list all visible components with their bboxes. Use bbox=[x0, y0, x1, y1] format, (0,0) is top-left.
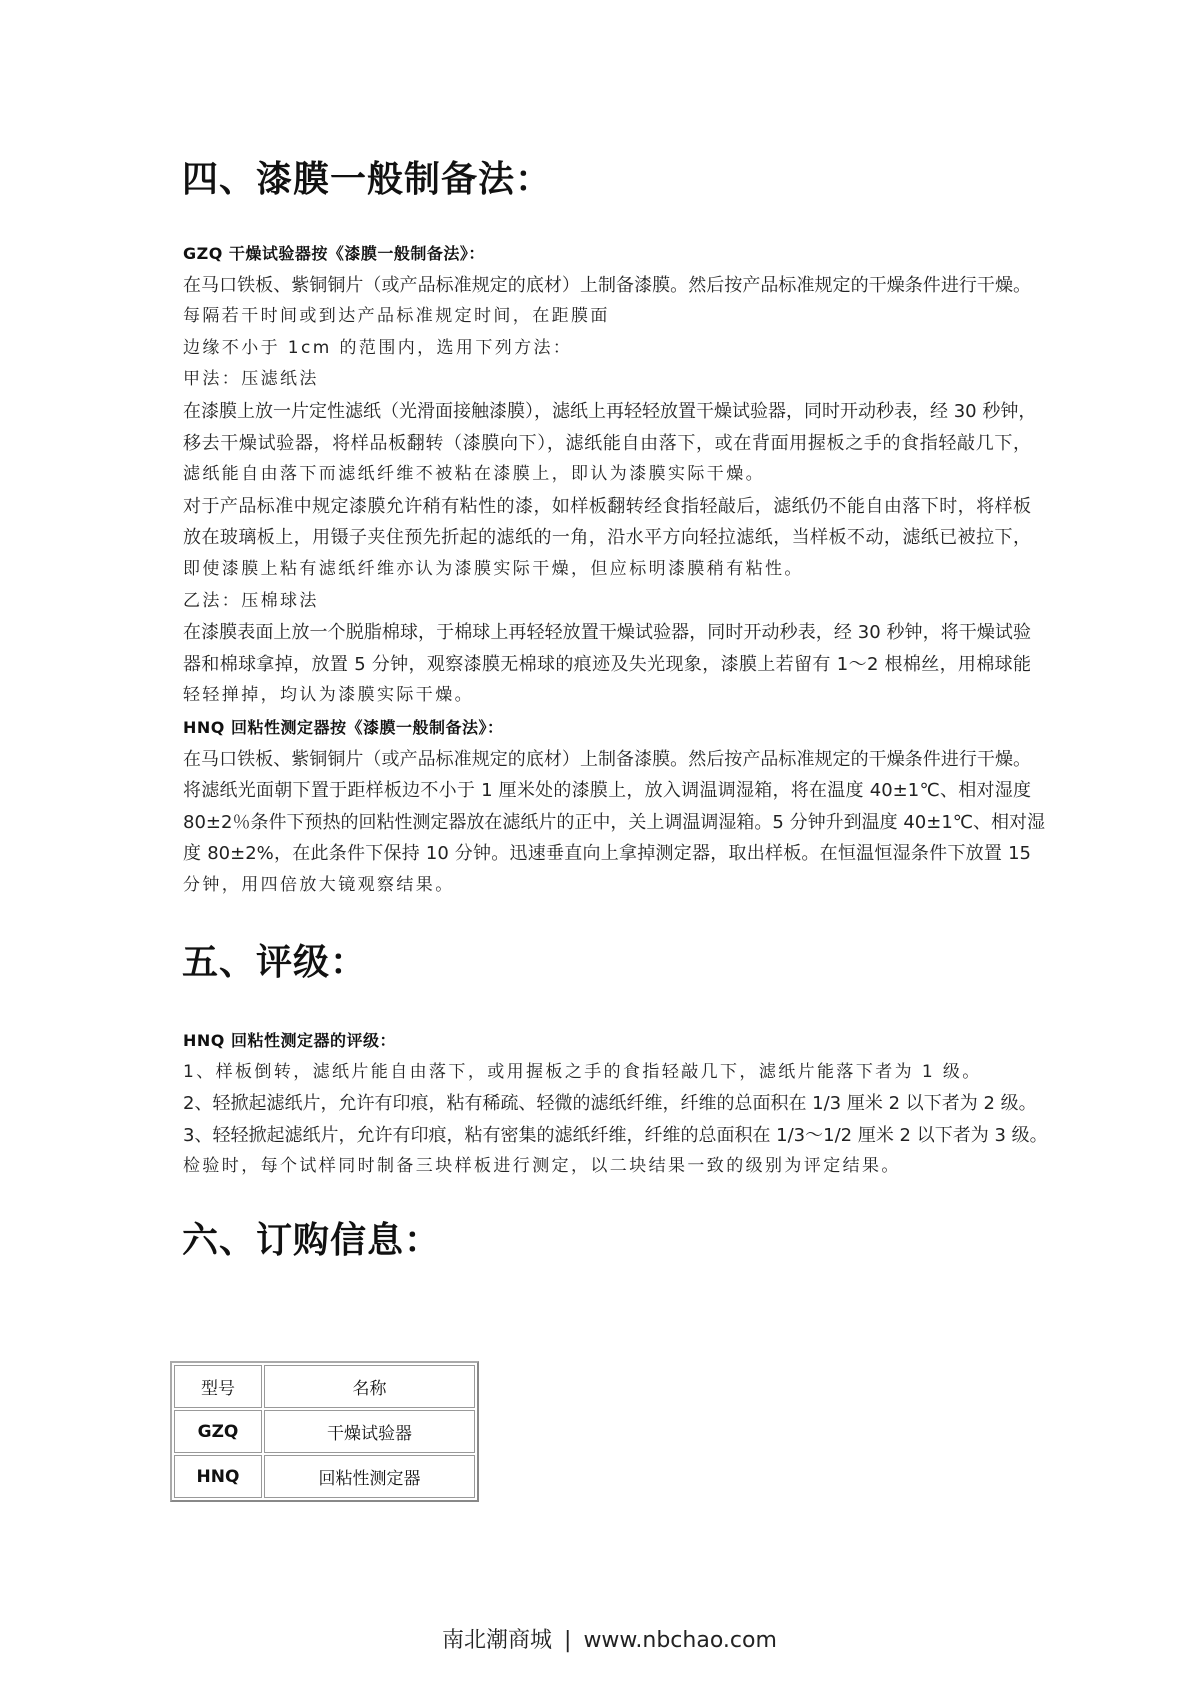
text-line: 在马口铁板、紫铜铜片（或产品标准规定的底材）上制备漆膜。然后按产品标准规定的干燥条件进行干燥。 bbox=[183, 748, 1031, 770]
text-line: 在漆膜表面上放一个脱脂棉球，于棉球上再轻轻放置干燥试验器，同时开动秒表，经 30 秒钟，将干燥试验 bbox=[183, 622, 1031, 644]
footer-separator: | bbox=[564, 1628, 572, 1653]
text-line: 放在玻璃板上，用镊子夹住预先折起的滤纸的一角，沿水平方向轻拉滤纸，当样板不动，滤纸已被拉下， bbox=[183, 527, 1031, 549]
text-line: 器和棉球拿掉，放置 5 分钟，观察漆膜无棉球的痕迹及失光现象，漆膜上若留有 1～2 根棉丝，用棉球能 bbox=[183, 653, 1031, 675]
text-line: 边缘不小于 1cm 的范围内，选用下列方法： bbox=[183, 337, 573, 358]
table-header-row bbox=[174, 1365, 475, 1408]
cell-name: 干燥试验器 bbox=[264, 1410, 475, 1453]
rating-body bbox=[183, 1025, 1048, 1183]
text-line: 移去干燥试验器，将样品板翻转（漆膜向下），滤纸能自由落下，或在背面用握板之手的食指轻敲几下， bbox=[183, 432, 1031, 454]
text-line: 检验时，每个试样同时制备三块样板进行测定，以二块结果一致的级别为评定结果。 bbox=[183, 1156, 901, 1177]
footer-url[interactable]: www.nbchao.com bbox=[583, 1628, 777, 1653]
section-heading-rating: 五、评级： bbox=[182, 942, 368, 983]
cell-model: HNQ bbox=[174, 1455, 262, 1498]
preparation-body bbox=[183, 238, 1045, 901]
text-line: 每隔若干时间或到达产品标准规定时间，在距膜面 bbox=[183, 306, 610, 327]
subheading-hnq: HNQ 回粘性测定器按《漆膜一般制备法》： bbox=[183, 717, 504, 737]
text-line: 在马口铁板、紫铜铜片（或产品标准规定的底材）上制备漆膜。然后按产品标准规定的干燥条件进行干燥。 bbox=[183, 274, 1031, 296]
section-heading-preparation: 四、漆膜一般制备法： bbox=[182, 159, 553, 200]
text-line: 80±2％条件下预热的回粘性测定器放在滤纸片的正中，关上调温调湿箱。5 分钟升到温度 40±1℃、相对湿 bbox=[183, 811, 1045, 833]
cell-model: GZQ bbox=[174, 1410, 262, 1453]
text-line: 在漆膜上放一片定性滤纸（光滑面接触漆膜），滤纸上再轻轻放置干燥试验器，同时开动秒表，经 30 秒钟， bbox=[183, 400, 1037, 422]
section-heading-ordering: 六、订购信息： bbox=[182, 1220, 442, 1261]
cell-name: 回粘性测定器 bbox=[264, 1455, 475, 1498]
text-line: 即使漆膜上粘有滤纸纤维亦认为漆膜实际干燥，但应标明漆膜稍有粘性。 bbox=[183, 558, 804, 579]
subheading-gzq: GZQ 干燥试验器按《漆膜一般制备法》： bbox=[183, 244, 485, 263]
text-line: 度 80±2%，在此条件下保持 10 分钟。迅速垂直向上拿掉测定器，取出样板。在恒温恒湿条件下放置 15 bbox=[183, 843, 1031, 865]
text-line: 轻轻掸掉，均认为漆膜实际干燥。 bbox=[183, 685, 474, 706]
subheading-hnq-rating: HNQ 回粘性测定器的评级： bbox=[183, 1031, 396, 1050]
rating-item: 1、样板倒转，滤纸片能自由落下，或用握板之手的食指轻敲几下，滤纸片能落下者为 1 级。 bbox=[183, 1061, 982, 1082]
header-name: 名称 bbox=[264, 1365, 475, 1408]
rating-item: 3、轻轻掀起滤纸片，允许有印痕，粘有密集的滤纸纤维，纤维的总面积在 1/3～1/2 厘米 2 以下者为 3 级。 bbox=[183, 1124, 1048, 1146]
text-line: 分钟，用四倍放大镜观察结果。 bbox=[183, 874, 455, 895]
footer-brand: 南北潮商城 bbox=[442, 1628, 553, 1653]
method-b-label: 乙法：压棉球法 bbox=[183, 590, 319, 611]
table-row bbox=[174, 1455, 475, 1498]
method-a-label: 甲法：压滤纸法 bbox=[183, 369, 319, 390]
text-line: 将滤纸光面朝下置于距样板边不小于 1 厘米处的漆膜上，放入调温调湿箱，将在温度 40±1℃、相对湿度 bbox=[183, 780, 1031, 802]
text-line: 滤纸能自由落下而滤纸纤维不被粘在漆膜上，即认为漆膜实际干燥。 bbox=[183, 464, 765, 485]
order-table bbox=[170, 1361, 479, 1502]
rating-item: 2、轻掀起滤纸片，允许有印痕，粘有稀疏、轻微的滤纸纤维，纤维的总面积在 1/3 厘米 2 以下者为 2 级。 bbox=[183, 1093, 1037, 1115]
table-row bbox=[174, 1410, 475, 1453]
header-model: 型号 bbox=[174, 1365, 262, 1408]
footer bbox=[442, 1625, 777, 1657]
text-line: 对于产品标准中规定漆膜允许稍有粘性的漆，如样板翻转经食指轻敲后，滤纸仍不能自由落下时，将样板 bbox=[183, 495, 1031, 517]
